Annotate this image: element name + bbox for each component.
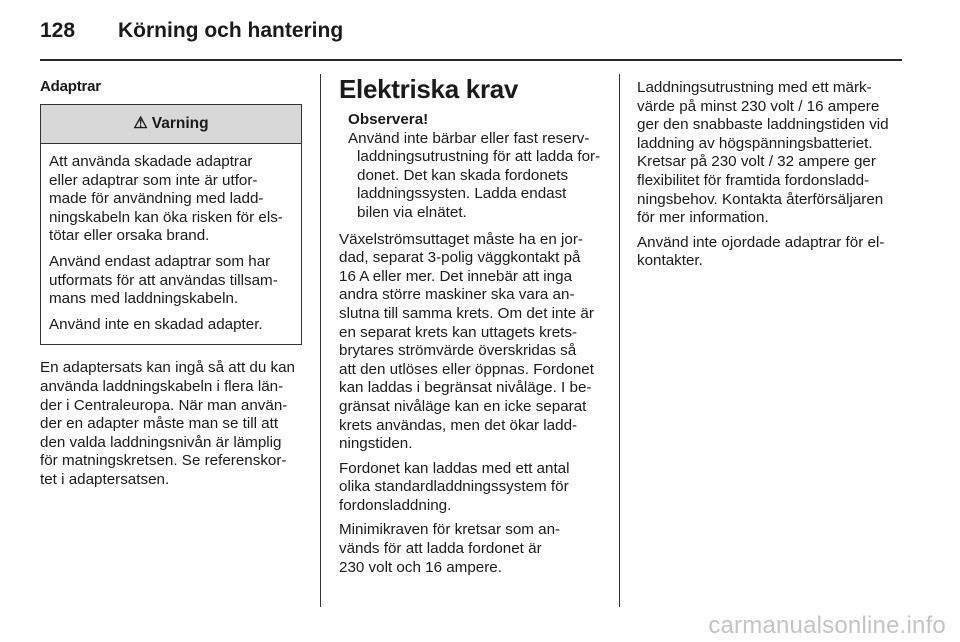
- text-line: olika standardladdningssystem för: [339, 478, 569, 496]
- text-line: Fordonet kan laddas med ett antal: [339, 459, 570, 477]
- text-line: Laddningsutrustning med ett märk-: [637, 79, 872, 96]
- text-line: tet i adaptersatsen.: [40, 470, 170, 488]
- text-line: slutna till samma krets. Om det inte är: [339, 304, 594, 322]
- text-line: donet. Det kan skada fordonets: [357, 166, 569, 184]
- text-line: brytares strömvärde överskridas så: [339, 342, 577, 360]
- page-number: 128: [40, 19, 76, 42]
- text-line: vänds för att ladda fordonet är: [339, 540, 542, 558]
- text-line: tötar eller orsaka brand.: [49, 227, 210, 245]
- warning-paragraph: [49, 253, 293, 309]
- text-line: ningskabeln kan öka risken för els-: [49, 208, 283, 226]
- text-line: mans med laddningskabeln.: [49, 290, 239, 308]
- header-rule: [40, 59, 902, 61]
- minimum-requirements-paragraph: [339, 521, 611, 577]
- middle-column: [339, 74, 611, 583]
- section-heading-elektriska-krav: Elektriska krav: [339, 74, 519, 104]
- text-line: Använd inte ojordade adaptrar för el-: [637, 233, 885, 251]
- note-title: Observera!: [348, 111, 429, 128]
- text-line: eller adaptrar som inte är utfor-: [49, 171, 258, 189]
- right-column: [637, 79, 909, 277]
- text-line: laddning av högspänningsbatteriet.: [637, 134, 873, 152]
- text-line: att den utlöses eller öppnas. Fordonet: [339, 360, 594, 378]
- text-line: En adaptersats kan ingå så att du kan: [40, 359, 295, 377]
- text-line: ningstiden.: [339, 435, 413, 453]
- text-line: den valda laddningsnivån är lämplig: [40, 433, 282, 451]
- note-box: [339, 111, 611, 223]
- text-line: dad, separat 3-polig väggkontakt på: [339, 249, 581, 267]
- text-line: Använd inte bärbar eller fast reserv-: [348, 129, 590, 147]
- warning-box: [40, 104, 302, 345]
- text-line: Minimikraven för kretsar som an-: [339, 521, 561, 539]
- text-line: 230 volt och 16 ampere.: [339, 558, 502, 576]
- text-line: en separat krets kan uttagets krets-: [339, 323, 578, 341]
- text-line: der en adapter måste man se till att: [40, 415, 279, 433]
- standards-paragraph: [339, 460, 611, 516]
- warning-body: [41, 144, 301, 344]
- text-line: för matningskretsen. Se referenskor-: [40, 452, 287, 470]
- text-line: Använd inte en skadad adapter.: [49, 315, 263, 333]
- warning-triangle-icon: ⚠: [133, 114, 148, 132]
- text-line: made för användning med ladd-: [49, 190, 264, 208]
- text-line: laddningsutrustning för att ladda for-: [357, 148, 601, 166]
- text-line: ningsbehov. Kontakta återförsäljaren: [637, 190, 884, 208]
- watermark: carmanualsonline.info: [708, 612, 946, 639]
- warning-header: [41, 105, 301, 144]
- text-line: gränsat nivåläge kan en icke separat: [339, 397, 587, 415]
- section-heading-adaptrar: Adaptrar: [40, 78, 101, 95]
- text-line: der i Centraleuropa. När man använ-: [40, 396, 288, 414]
- page-title: Körning och hantering: [118, 19, 344, 42]
- adapter-paragraph: [40, 359, 310, 489]
- warning-title: Varning: [151, 114, 209, 132]
- text-line: Använd endast adaptrar som har: [49, 252, 271, 270]
- text-line: flexibilitet för framtida fordonsladd-: [637, 171, 870, 189]
- warning-paragraph: [49, 153, 293, 246]
- column-divider-1: [320, 74, 321, 607]
- text-line: andra större maskiner ska vara an-: [339, 286, 575, 304]
- text-line: Att använda skadade adaptrar: [49, 153, 253, 170]
- text-line: värde på minst 230 volt / 16 ampere: [637, 97, 880, 115]
- text-line: Kretsar på 230 volt / 32 ampere ger: [637, 153, 876, 171]
- text-line: kontakter.: [637, 252, 703, 270]
- text-line: bilen via elnätet.: [357, 203, 467, 221]
- charging-equipment-paragraph: [637, 79, 909, 228]
- text-line: fordonsladdning.: [339, 496, 452, 514]
- text-line: Växelströmsuttaget måste ha en jor-: [339, 230, 583, 248]
- column-divider-2: [619, 74, 620, 607]
- socket-paragraph: [339, 231, 611, 454]
- text-line: använda laddningskabeln i flera län-: [40, 377, 284, 395]
- left-column: [40, 78, 310, 496]
- text-line: kan laddas i begränsat nivåläge. I be-: [339, 379, 592, 397]
- text-line: ger den snabbaste laddningstiden vid: [637, 116, 889, 134]
- text-line: krets användas, men det ökar ladd-: [339, 416, 578, 434]
- text-line: 16 A eller mer. Det innebär att inga: [339, 267, 573, 285]
- warning-paragraph: [49, 316, 293, 335]
- ungrounded-adapter-paragraph: [637, 234, 909, 271]
- text-line: laddningssysten. Ladda endast: [357, 185, 567, 203]
- text-line: för mer information.: [637, 209, 769, 227]
- text-line: utformats för att användas tillsam-: [49, 271, 278, 289]
